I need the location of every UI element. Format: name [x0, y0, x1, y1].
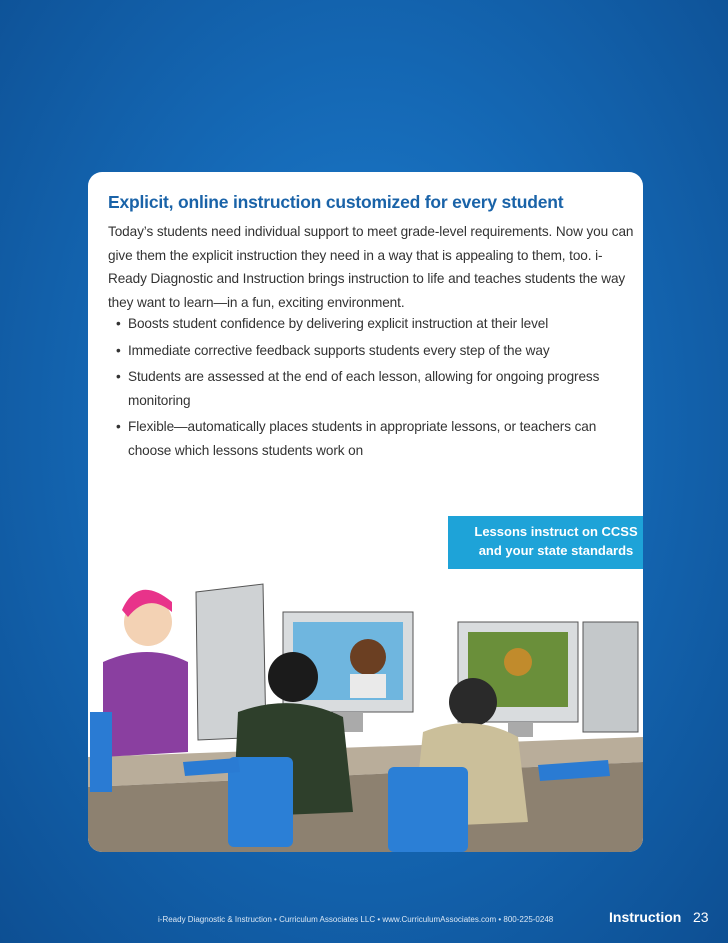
list-item: • Flexible—automatically places students in appropriate lessons, or teachers can choose which lessons students work on	[108, 415, 638, 462]
intro-paragraph: Today’s students need individual support to meet grade-level requirements. Now you can give them the explicit instruction they need in a way that is appealing to them, too. i-Ready Diagnostic and Instruction brings instruction to life and teaches students the way they want to learn—in a fun, exciting environment.	[108, 224, 634, 310]
section-heading: Explicit, online instruction customized for every student	[108, 192, 564, 212]
bullet-icon: •	[116, 342, 121, 358]
list-item: • Boosts student confidence by delivering explicit instruction at their level	[108, 312, 638, 336]
standards-callout	[448, 516, 643, 569]
content-card	[88, 172, 643, 852]
bullet-icon: •	[116, 419, 121, 434]
feature-list	[108, 312, 638, 465]
footer-text: i-Ready Diagnostic & Instruction • Curriculum Associates LLC • www.CurriculumAssociates.com • 800-225-0248	[158, 915, 554, 924]
list-item: • Immediate corrective feedback supports students every step of the way	[108, 339, 638, 363]
section-label: Instruction	[609, 909, 682, 925]
bullet-icon: •	[116, 369, 121, 384]
computer-lab-illustration	[88, 562, 643, 852]
page-number: 23	[693, 909, 709, 925]
callout-line-2: and your state standards	[478, 543, 634, 558]
callout-line-1: Lessons instruct on CCSS	[474, 524, 638, 539]
bullet-icon: •	[116, 316, 121, 331]
list-item: • Students are assessed at the end of each lesson, allowing for ongoing progress monitoring	[108, 365, 638, 412]
